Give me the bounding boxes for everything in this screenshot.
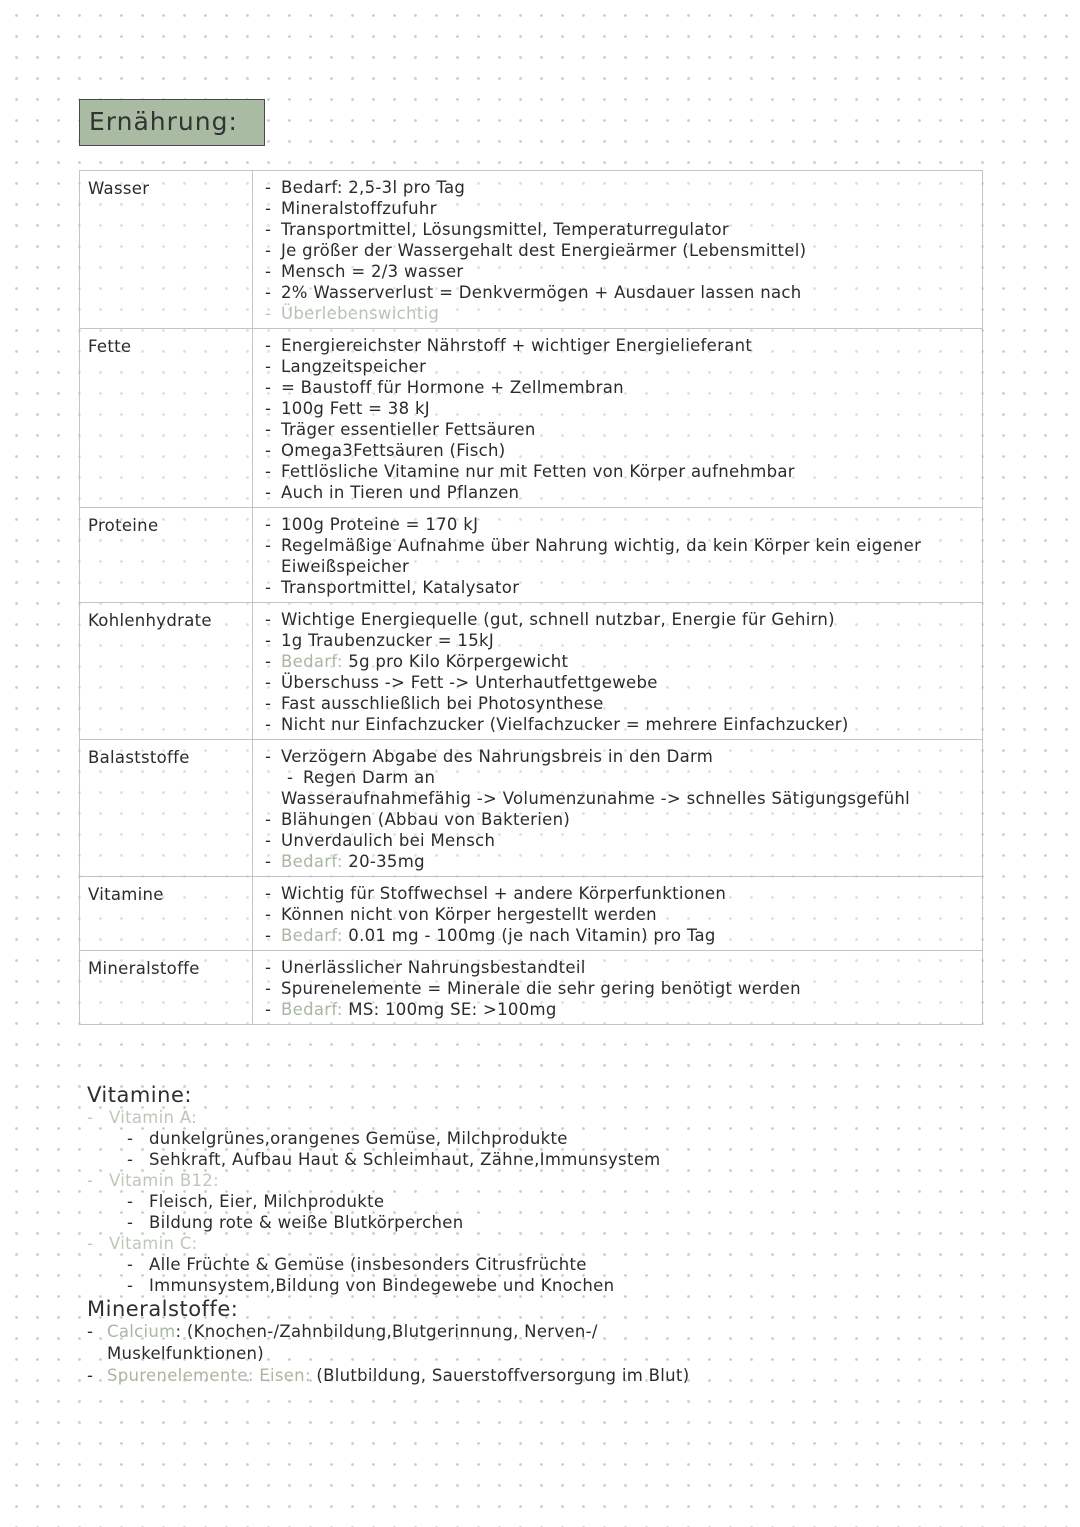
detail-text: Auch in Tieren und Pflanzen xyxy=(281,483,520,502)
detail-item xyxy=(265,177,976,198)
mineral-item xyxy=(87,1365,707,1387)
bullet-dash: - xyxy=(265,979,272,998)
vitamins-heading: Vitamine: xyxy=(87,1083,192,1107)
bullet-dash: - xyxy=(265,694,272,713)
detail-item xyxy=(265,788,976,809)
requirement-label: Bedarf: xyxy=(281,926,343,945)
bullet-dash: - xyxy=(265,958,272,977)
table-row xyxy=(80,740,983,877)
vitamin-detail xyxy=(87,1254,987,1275)
table-row xyxy=(80,951,983,1025)
vitamin-detail xyxy=(87,1149,987,1170)
vitamin-detail-text: Fleisch, Eier, Milchprodukte xyxy=(149,1192,385,1211)
detail-item xyxy=(265,377,976,398)
minerals-heading: Mineralstoffe: xyxy=(87,1297,239,1321)
nutrient-details xyxy=(253,603,983,740)
bullet-dash: - xyxy=(265,926,272,945)
vitamin-detail xyxy=(87,1191,987,1212)
table-row xyxy=(80,603,983,740)
bullet-dash: - xyxy=(265,747,272,766)
bullet-dash: - xyxy=(265,220,272,239)
vitamin-name-text: Vitamin A: xyxy=(109,1108,198,1127)
detail-item xyxy=(265,240,976,261)
nutrient-label: Vitamine xyxy=(80,877,253,951)
detail-text: Unverdaulich bei Mensch xyxy=(281,831,496,850)
detail-text: Blähungen (Abbau von Bakterien) xyxy=(281,810,571,829)
bullet-dash: - xyxy=(87,1171,94,1190)
nutrient-details xyxy=(253,508,983,603)
detail-item xyxy=(265,883,976,904)
bullet-dash: - xyxy=(127,1255,134,1274)
requirement-label: Bedarf: xyxy=(281,652,343,671)
bullet-dash: - xyxy=(265,515,272,534)
mineral-detail: : (Knochen-/Zahnbildung,Blutgerinnung, Nerven-/ Muskelfunktionen) xyxy=(107,1322,598,1363)
detail-text: Regelmäßige Aufnahme über Nahrung wichtig, da kein Körper kein eigener Eiweißspeicher xyxy=(281,536,922,576)
detail-text: Transportmittel, Katalysator xyxy=(281,578,520,597)
detail-item xyxy=(265,693,976,714)
vitamin-detail-text: Immunsystem,Bildung von Bindegewebe und Knochen xyxy=(149,1276,615,1295)
detail-text: Fettlösliche Vitamine nur mit Fetten von Körper aufnehmbar xyxy=(281,462,795,481)
detail-text: 1g Traubenzucker = 15kJ xyxy=(281,631,495,650)
vitamin-detail-text: dunkelgrünes,orangenes Gemüse, Milchprodukte xyxy=(149,1129,568,1148)
bullet-dash: - xyxy=(265,357,272,376)
detail-item xyxy=(265,356,976,377)
bullet-dash: - xyxy=(265,884,272,903)
detail-text: Fast ausschließlich bei Photosynthese xyxy=(281,694,604,713)
detail-text: Mineralstoffzufuhr xyxy=(281,199,437,218)
detail-text: Können nicht von Körper hergestellt werden xyxy=(281,905,657,924)
detail-item xyxy=(265,978,976,999)
bullet-dash: - xyxy=(265,673,272,692)
detail-item xyxy=(265,767,976,788)
detail-item xyxy=(265,809,976,830)
bullet-dash: - xyxy=(127,1129,134,1148)
detail-item xyxy=(265,419,976,440)
detail-item xyxy=(265,957,976,978)
bullet-dash: - xyxy=(265,652,272,671)
bullet-dash: - xyxy=(127,1192,134,1211)
vitamin-detail xyxy=(87,1212,987,1233)
bullet-dash: - xyxy=(265,715,272,734)
detail-item xyxy=(265,335,976,356)
mineral-detail: (Blutbildung, Sauerstoffversorgung im Blut) xyxy=(310,1366,690,1385)
detail-item xyxy=(265,198,976,219)
bullet-dash: - xyxy=(265,336,272,355)
detail-item xyxy=(265,440,976,461)
detail-text: Wichtig für Stoffwechsel + andere Körperfunktionen xyxy=(281,884,727,903)
detail-text: Omega3Fettsäuren (Fisch) xyxy=(281,441,506,460)
bullet-dash: - xyxy=(265,283,272,302)
detail-item xyxy=(265,219,976,240)
detail-text: 5g pro Kilo Körpergewicht xyxy=(342,652,569,671)
detail-text: Überschuss -> Fett -> Unterhautfettgewebe xyxy=(281,673,658,692)
detail-item xyxy=(265,746,976,767)
vitamin-detail-text: Bildung rote & weiße Blutkörperchen xyxy=(149,1213,464,1232)
bullet-dash: - xyxy=(265,610,272,629)
detail-text: Wasseraufnahmefähig -> Volumenzunahme -> schnelles Sätigungsgefühl xyxy=(281,789,911,808)
bullet-dash: - xyxy=(287,768,294,787)
bullet-dash: - xyxy=(265,831,272,850)
detail-text: = Baustoff für Hormone + Zellmembran xyxy=(281,378,624,397)
detail-text: Spurenelemente = Minerale die sehr gering benötigt werden xyxy=(281,979,801,998)
detail-item xyxy=(265,303,976,324)
bullet-dash: - xyxy=(265,441,272,460)
bullet-dash: - xyxy=(87,1322,94,1341)
bullet-dash: - xyxy=(127,1276,134,1295)
vitamin-detail xyxy=(87,1128,987,1149)
detail-item xyxy=(265,999,976,1020)
detail-text: Energiereichster Nährstoff + wichtiger Energielieferant xyxy=(281,336,753,355)
mineral-name: Calcium xyxy=(107,1322,176,1341)
bullet-dash: - xyxy=(265,578,272,597)
nutrient-label: Wasser xyxy=(80,171,253,329)
bullet-dash: - xyxy=(87,1234,94,1253)
detail-text: Unerlässlicher Nahrungsbestandteil xyxy=(281,958,586,977)
detail-text: MS: 100mg SE: >100mg xyxy=(342,1000,557,1019)
detail-item xyxy=(265,714,976,735)
vitamin-detail-text: Alle Früchte & Gemüse (insbesonders Citrusfrüchte xyxy=(149,1255,587,1274)
nutrient-label: Fette xyxy=(80,329,253,508)
detail-text: 100g Fett = 38 kJ xyxy=(281,399,430,418)
detail-item xyxy=(265,609,976,630)
bullet-dash: - xyxy=(265,378,272,397)
vitamin-name xyxy=(87,1107,987,1128)
detail-text: Verzögern Abgabe des Nahrungsbreis in den Darm xyxy=(281,747,714,766)
bullet-dash: - xyxy=(265,178,272,197)
detail-text: Nicht nur Einfachzucker (Vielfachzucker = mehrere Einfachzucker) xyxy=(281,715,849,734)
bullet-dash: - xyxy=(265,852,272,871)
mineral-item xyxy=(87,1321,707,1365)
bullet-dash: - xyxy=(265,241,272,260)
nutrient-label: Kohlenhydrate xyxy=(80,603,253,740)
requirement-label: Bedarf: xyxy=(281,852,343,871)
detail-text: Je größer der Wassergehalt dest Energieärmer (Lebensmittel) xyxy=(281,241,807,260)
detail-text: 20-35mg xyxy=(342,852,425,871)
bullet-dash: - xyxy=(265,304,272,323)
detail-text: Mensch = 2/3 wasser xyxy=(281,262,464,281)
bullet-dash: - xyxy=(265,810,272,829)
nutrient-label: Mineralstoffe xyxy=(80,951,253,1025)
table-row xyxy=(80,171,983,329)
bullet-dash: - xyxy=(265,199,272,218)
detail-text: Wichtige Energiequelle (gut, schnell nutzbar, Energie für Gehirn) xyxy=(281,610,835,629)
nutrient-table xyxy=(79,170,983,1025)
vitamin-detail xyxy=(87,1275,987,1296)
bullet-dash: - xyxy=(265,262,272,281)
minerals-section xyxy=(87,1297,987,1387)
vitamin-name-text: Vitamin C: xyxy=(109,1234,198,1253)
bullet-dash: - xyxy=(265,905,272,924)
nutrient-label: Balaststoffe xyxy=(80,740,253,877)
vitamin-name-text: Vitamin B12: xyxy=(109,1171,219,1190)
bullet-dash: - xyxy=(265,483,272,502)
bullet-dash: - xyxy=(265,631,272,650)
bullet-dash: - xyxy=(87,1108,94,1127)
vitamin-name xyxy=(87,1170,987,1191)
detail-item xyxy=(265,830,976,851)
detail-item xyxy=(265,535,976,577)
detail-item xyxy=(265,630,976,651)
bullet-dash: - xyxy=(265,399,272,418)
detail-item xyxy=(265,482,976,503)
table-row xyxy=(80,508,983,603)
detail-text: 2% Wasserverlust = Denkvermögen + Ausdauer lassen nach xyxy=(281,283,802,302)
nutrient-details xyxy=(253,877,983,951)
requirement-label: Bedarf: xyxy=(281,1000,343,1019)
nutrient-details xyxy=(253,171,983,329)
detail-text: 100g Proteine = 170 kJ xyxy=(281,515,479,534)
nutrient-label: Proteine xyxy=(80,508,253,603)
vitamin-detail-text: Sehkraft, Aufbau Haut & Schleimhaut, Zähne,Immunsystem xyxy=(149,1150,661,1169)
detail-item xyxy=(265,904,976,925)
bullet-dash: - xyxy=(265,420,272,439)
mineral-name: Spurenelemente: Eisen: xyxy=(107,1366,311,1385)
detail-item xyxy=(265,672,976,693)
detail-item xyxy=(265,577,976,598)
detail-text: 0.01 mg - 100mg (je nach Vitamin) pro Tag xyxy=(342,926,716,945)
vitamin-name xyxy=(87,1233,987,1254)
vitamins-section xyxy=(87,1083,987,1296)
detail-text: Regen Darm an xyxy=(303,768,436,787)
page-title: Ernährung: xyxy=(79,99,265,146)
bullet-dash: - xyxy=(127,1213,134,1232)
bullet-dash: - xyxy=(265,462,272,481)
detail-text: Transportmittel, Lösungsmittel, Temperaturregulator xyxy=(281,220,729,239)
detail-item xyxy=(265,651,976,672)
detail-text: Träger essentieller Fettsäuren xyxy=(281,420,536,439)
nutrient-details xyxy=(253,329,983,508)
nutrient-details xyxy=(253,740,983,877)
nutrient-details xyxy=(253,951,983,1025)
bullet-dash: - xyxy=(265,1000,272,1019)
table-row xyxy=(80,877,983,951)
detail-text: Bedarf: 2,5-3l pro Tag xyxy=(281,178,466,197)
detail-item xyxy=(265,461,976,482)
bullet-dash: - xyxy=(265,536,272,555)
detail-item xyxy=(265,398,976,419)
detail-item xyxy=(265,282,976,303)
table-row xyxy=(80,329,983,508)
bullet-dash: - xyxy=(127,1150,134,1169)
detail-text: Überlebenswichtig xyxy=(281,304,440,323)
detail-text: Langzeitspeicher xyxy=(281,357,427,376)
detail-item xyxy=(265,925,976,946)
detail-item xyxy=(265,851,976,872)
detail-item xyxy=(265,514,976,535)
detail-item xyxy=(265,261,976,282)
bullet-dash: - xyxy=(87,1366,94,1385)
